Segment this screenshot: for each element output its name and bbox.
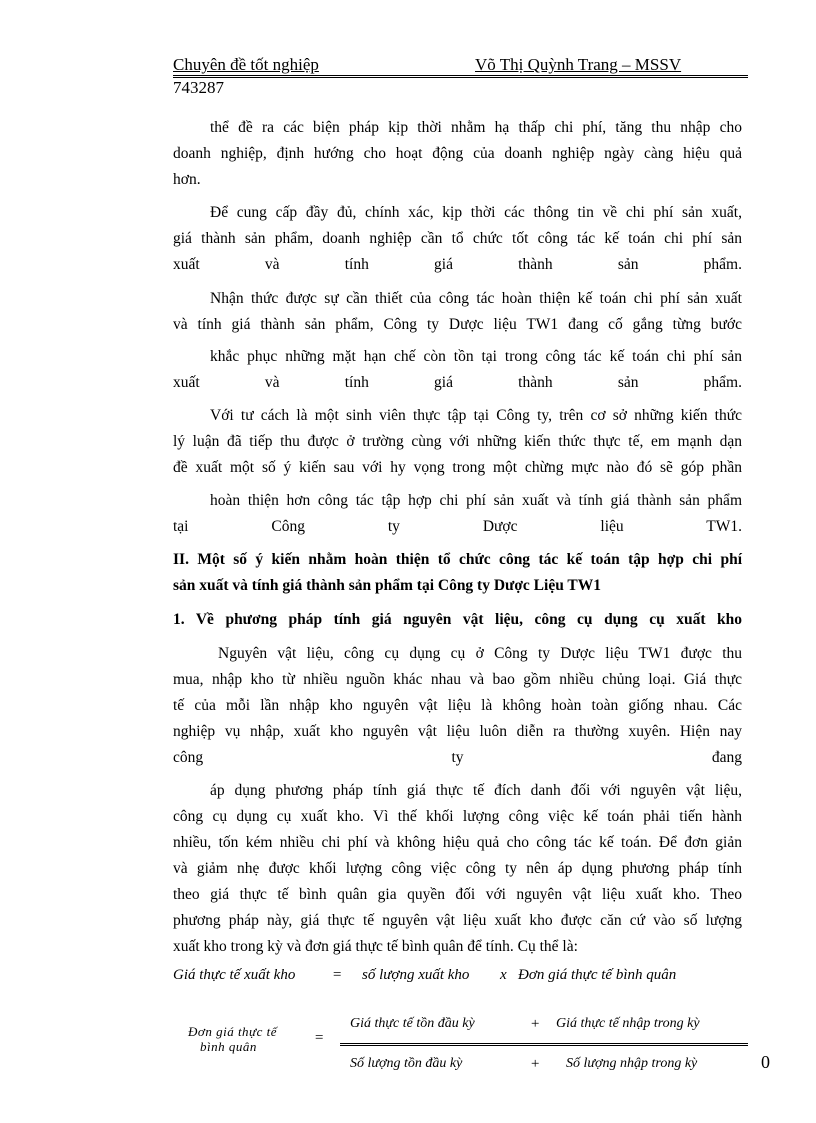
- formula2-eq: =: [314, 1030, 325, 1046]
- paragraph-line: Nhận thức được sự cần thiết của công tác hoàn thiện kế toán chi phí sản xuất: [210, 290, 742, 307]
- section-heading-line: sản xuất và tính giá thành sản phẩm tại Công ty Dược Liệu TW1: [173, 577, 602, 594]
- paragraph-line: và giảm nhẹ được khối lượng công việc công ty nên áp dụng phương pháp tính: [173, 860, 742, 877]
- formula-eq: =: [332, 967, 343, 983]
- paragraph-line: Với tư cách là một sinh viên thực tập tại Công ty, trên cơ sở những kiến thức: [210, 407, 742, 424]
- paragraph-line: công cụ dụng cụ xuất kho. Vì thế khối lượng công việc kế toán phải tiến hành: [173, 808, 742, 825]
- header-author: Võ Thị Quỳnh Trang – MSSV: [475, 55, 682, 74]
- formula2-num-plus: +: [530, 1016, 541, 1032]
- paragraph-line: hơn.: [173, 171, 201, 188]
- formula-term-a: số lượng xuất kho: [362, 967, 470, 983]
- paragraph-line: lý luận đã tiếp thu được ở trường cùng với những kiến thức thực tế, em mạnh dạn: [173, 433, 742, 450]
- paragraph-line: công ty đang: [173, 749, 742, 766]
- fraction-bar: [340, 1043, 748, 1046]
- paragraph-line: tế của mỗi lần nhập kho nguyên vật liệu là không hoàn toàn giống nhau. Các: [173, 697, 742, 714]
- paragraph-line: hoàn thiện hơn công tác tập hợp chi phí sản xuất và tính giá thành sản phẩm: [210, 492, 742, 509]
- formula-term-b: Đơn giá thực tế bình quân: [518, 967, 677, 983]
- page-number: 0: [761, 1052, 770, 1072]
- paragraph-line: nhiều, tốn kém nhiều chi phí và không hiệu quả cho công tác kế toán. Để đơn giản: [173, 834, 742, 851]
- page-header: [173, 55, 748, 78]
- paragraph-line: tại Công ty Dược liệu TW1.: [173, 518, 742, 535]
- formula2-lhs-2: bình quân: [200, 1039, 257, 1054]
- section-heading-line: 1. Về phương pháp tính giá nguyên vật liệu, công cụ dụng cụ xuất kho: [173, 611, 742, 628]
- formula-lhs: Giá thực tế xuất kho: [173, 967, 296, 983]
- paragraph-line: khắc phục những mặt hạn chế còn tồn tại trong công tác kế toán chi phí sản: [210, 348, 742, 365]
- paragraph-line: xuất và tính giá thành sản phẩm.: [173, 256, 742, 273]
- paragraph-line: xuất kho trong kỳ và đơn giá thực tế bình quân để tính. Cụ thể là:: [173, 938, 578, 955]
- header-title: Chuyên đề tốt nghiệp: [173, 55, 319, 74]
- formula2-den-1: Số lượng tồn đầu kỳ: [350, 1056, 463, 1071]
- paragraph-line: theo giá thực tế bình quân gia quyền đối với nguyên vật liệu xuất kho. Theo: [173, 886, 742, 903]
- header-student-id: 743287: [173, 78, 224, 97]
- section-heading-line: II. Một số ý kiến nhằm hoàn thiện tổ chức công tác kế toán tập hợp chi phí: [173, 551, 742, 568]
- paragraph-line: nghiệp vụ nhập, xuất kho nguyên vật liệu luôn diễn ra thường xuyên. Hiện nay: [173, 723, 742, 740]
- formula-op: x: [500, 967, 507, 983]
- paragraph-line: thể đề ra các biện pháp kịp thời nhằm hạ thấp chi phí, tăng thu nhập cho: [210, 119, 742, 136]
- formula2-lhs-1: Đơn giá thực tế: [188, 1024, 278, 1039]
- formula2-num-2: Giá thực tế nhập trong kỳ: [556, 1016, 700, 1031]
- paragraph-line: áp dụng phương pháp tính giá thực tế đích danh đối với nguyên vật liệu,: [210, 782, 742, 799]
- formula2-den-2: Số lượng nhập trong kỳ: [566, 1056, 698, 1071]
- paragraph-line: Để cung cấp đầy đủ, chính xác, kịp thời các thông tin về chi phí sản xuất,: [210, 204, 742, 221]
- paragraph-line: đề xuất một số ý kiến sau với hy vọng trong một chừng mực nào đó sẽ góp phần: [173, 459, 742, 476]
- paragraph-line: và tính giá thành sản phẩm, Công ty Dược liệu TW1 đang cố gắng từng bước: [173, 316, 742, 333]
- paragraph-line: Nguyên vật liệu, công cụ dụng cụ ở Công ty Dược liệu TW1 được thu: [218, 645, 742, 662]
- paragraph-line: phương pháp này, giá thực tế nguyên vật liệu xuất kho được căn cứ vào số lượng: [173, 912, 742, 929]
- formula2-den-plus: +: [530, 1056, 541, 1072]
- paragraph-line: mua, nhập kho từ nhiều nguồn khác nhau và bao gồm nhiều chủng loại. Giá thực: [173, 671, 742, 688]
- paragraph-line: doanh nghiệp, định hướng cho hoạt động của doanh nghiệp ngày càng hiệu quả: [173, 145, 742, 162]
- formula2-num-1: Giá thực tế tồn đầu kỳ: [350, 1016, 475, 1031]
- paragraph-line: giá thành sản phẩm, doanh nghiệp cần tổ chức tốt công tác kế toán chi phí sản: [173, 230, 742, 247]
- paragraph-line: xuất và tính giá thành sản phẩm.: [173, 374, 742, 391]
